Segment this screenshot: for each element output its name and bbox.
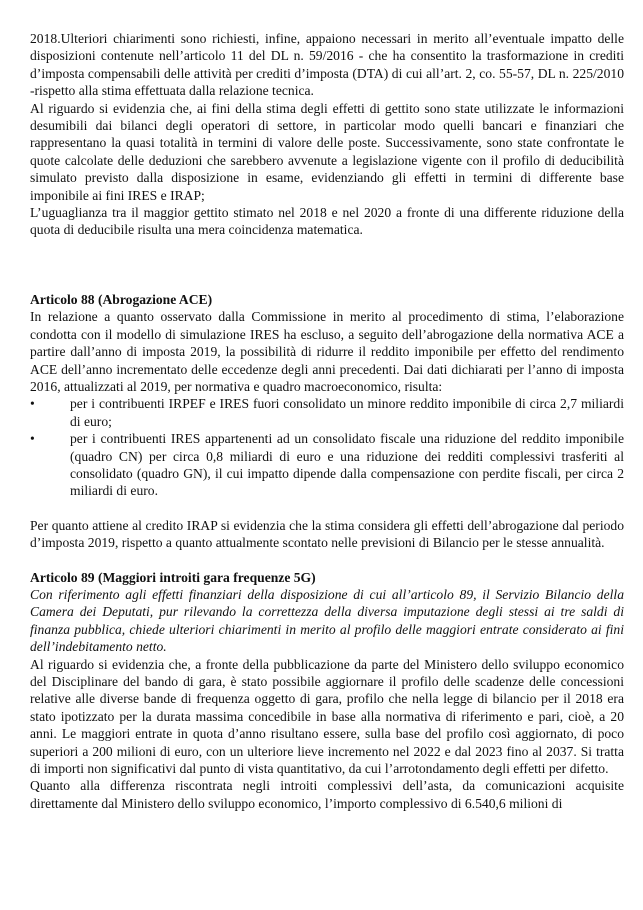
spacer — [30, 239, 624, 291]
bullet-icon: • — [30, 431, 35, 447]
paragraph-estimate-method: Al riguardo si evidenzia che, ai fini della stima degli effetti di gettito sono state utilizzate le informazioni desumibili dai bilanci degli operatori di settore, in particolar modo quelli bancari e finanziari che rappresentano la quasi totalità in termini di valore delle poste. Successivamente, sono state confrontate le quote calcolate delle deduzioni che sarebbero avvenute a legislazione vigente con il profilo di deducibilità simulato previsto dalla disposizione in esame, evidenziando gli effetti in termini di differente base imponibile ai fini IRES e IRAP; — [30, 100, 624, 203]
bullet-icon: • — [30, 396, 35, 412]
section-art87-continued — [30, 30, 624, 239]
paragraph-dta-clarifications: 2018.Ulteriori chiarimenti sono richiesti, infine, appaiono necessari in merito all’eventuale impatto delle disposizioni contenute nell’articolo 11 del DL n. 59/2016 - che ha consentito la trasformazione in crediti d’imposta compensabili delle attività per crediti d’imposta (DTA) di cui all’art. 2, co. 55-57, DL n. 225/2010 -rispetto alla stima effettuata dalla relazione tecnica. — [30, 31, 624, 99]
bullet-item-ires-consolidato — [30, 430, 624, 500]
paragraph-credito-irap: Per quanto attiene al credito IRAP si evidenzia che la stima considera gli effetti dell’abrogazione dal periodo d’imposta 2019, rispetto a quanto attualmente scontato nelle previsioni di Bilancio per le stesse annualità. — [30, 517, 624, 551]
bullet-item-irpef-ires — [30, 395, 624, 430]
document-page — [30, 30, 624, 812]
paragraph-ace-simulation: In relazione a quanto osservato dalla Commissione in merito al procedimento di stima, l’elaborazione condotta con il modello di simulazione IRES ha escluso, a seguito dell’abrogazione della normativa ACE a partire dall’anno di imposta 2019, la possibilità di ridurre il reddito imponibile per effetto del rendimento ACE dell’anno incrementato delle eccedenze degli anni precedenti. Dai dati dichiarati per l’anno di imposta 2016, attualizzati al 2019, per normativa e quadro macroeconomico, risulta: — [30, 309, 624, 394]
spacer — [30, 500, 624, 517]
spacer — [30, 552, 624, 569]
bullet-text: per i contribuenti IRES appartenenti ad un consolidato fiscale una riduzione del reddito imponibile (quadro CN) per circa 0,8 miliardi di euro e una riduzione dei redditi complessivi trasferiti al consolidato (quadro GN), il cui impatto dipende dalla compensazione con perdite fiscali, per circa 2 miliardi di euro. — [70, 431, 624, 499]
section-art89 — [30, 569, 624, 813]
section-art88 — [30, 291, 624, 552]
paragraph-servizio-bilancio-request: Con riferimento agli effetti finanziari della disposizione di cui all’articolo 89, il Servizio Bilancio della Camera dei Deputati, pur rilevando la correttezza della diversa imputazione degli stessi ai tre saldi di finanza pubblica, chiede ulteriori chiarimenti in merito al profilo delle maggiori entrate considerato ai fini dell’indebitamento netto. — [30, 586, 624, 655]
heading-articolo-89: Articolo 89 (Maggiori introiti gara frequenze 5G) — [30, 569, 316, 585]
paragraph-introiti-asta: Quanto alla differenza riscontrata negli introiti complessivi dell’asta, da comunicazioni acquisite direttamente dal Ministero dello sviluppo economico, l’importo complessivo di 6.540,6 milioni di — [30, 778, 624, 811]
heading-articolo-88: Articolo 88 (Abrogazione ACE) — [30, 291, 213, 307]
paragraph-mathematical-coincidence: L’uguaglianza tra il maggior gettito stimato nel 2018 e nel 2020 a fronte di una differente riduzione della quota di deducibile risulta una mera coincidenza matematica. — [30, 205, 624, 238]
bullet-text: per i contribuenti IRPEF e IRES fuori consolidato un minore reddito imponibile di circa 2,7 miliardi di euro; — [70, 396, 624, 429]
paragraph-bando-di-gara: Al riguardo si evidenzia che, a fronte della pubblicazione da parte del Ministero dello sviluppo economico del Disciplinare del bando di gara, è stato possibile aggiornare il profilo delle scadenze delle concessioni relative alle diverse bande di frequenza oggetto di gara, profilo che nella legge di bilancio per il 2018 era stato ipotizzato per la durata massima concedibile in base alla normativa di riferimento e pari, cioè, a 20 anni. Le maggiori entrate in quota d’anno risultano essere, sulla base del profilo così aggiornato, di poco superiori a 200 milioni di euro, con un ulteriore lieve incremento nel 2022 e dal 2023 fino al 2037. Si tratta di importi non significativi dal punto di vista quantitativo, da cui l’arrotondamento degli effetti per difetto. — [30, 656, 624, 777]
